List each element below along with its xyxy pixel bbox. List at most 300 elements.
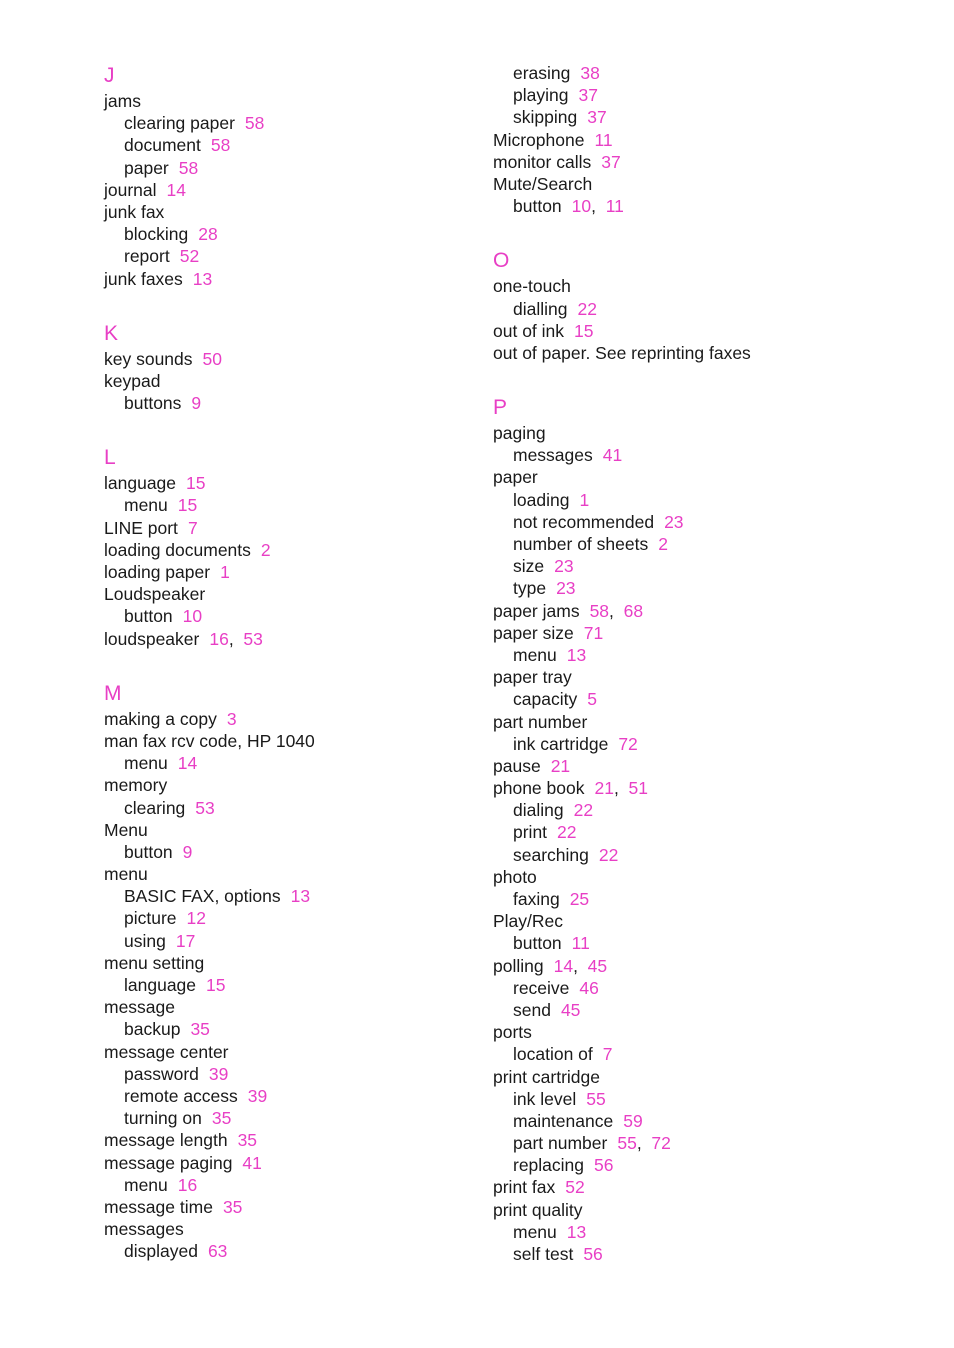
entry-label: menu <box>124 753 168 774</box>
page-link[interactable]: 22 <box>557 822 577 843</box>
entry-label: self test <box>513 1244 574 1264</box>
index-subentry-faxing <box>493 888 913 910</box>
group-spacer <box>104 290 524 320</box>
page-refs <box>664 512 683 532</box>
page-link[interactable]: 3 <box>226 708 237 729</box>
index-subentry-menu <box>104 1174 524 1196</box>
entry-label: print cartridge <box>493 1066 600 1087</box>
entry-label: menu <box>124 495 168 516</box>
entry-label: size <box>513 556 545 577</box>
page-refs <box>206 975 225 995</box>
page-link[interactable]: 52 <box>565 1177 585 1198</box>
index-entry-paging <box>493 422 913 444</box>
page-refs <box>594 130 612 150</box>
index-entry-part-number <box>493 711 913 733</box>
page-link[interactable]: 7 <box>602 1044 613 1065</box>
index-entry-message-length <box>104 1129 524 1151</box>
index-entry-key-sounds <box>104 348 524 370</box>
page-refs <box>574 321 593 341</box>
page-refs <box>261 540 271 560</box>
entry-label: message length <box>104 1130 228 1151</box>
entry-label: clearing <box>124 797 186 818</box>
index-entry-print-fax <box>493 1176 913 1198</box>
index-entry-memory <box>104 774 524 796</box>
page-link[interactable]: 55 <box>617 1133 637 1154</box>
index-subentry-menu <box>493 644 913 666</box>
entry-label: remote access <box>124 1085 238 1106</box>
index-subentry-replacing <box>493 1154 913 1176</box>
entry-label: ports <box>493 1022 532 1043</box>
entry-label: key sounds <box>104 348 193 369</box>
page-refs <box>572 933 590 953</box>
index-letter-heading: J <box>104 64 115 87</box>
page-separator: , <box>609 600 624 621</box>
page-link[interactable]: 10 <box>182 606 203 627</box>
index-entry-loudspeaker <box>104 628 524 650</box>
index-entry-menu <box>104 819 524 841</box>
entry-label: skipping <box>513 107 578 128</box>
index-letter-heading: M <box>104 681 122 705</box>
page-link[interactable]: 46 <box>579 977 599 998</box>
page-link[interactable]: 5 <box>587 689 597 710</box>
index-subentry-menu <box>104 494 524 516</box>
entry-label: Menu <box>104 819 148 840</box>
index-subentry-document <box>104 134 524 156</box>
index-subentry-skipping <box>493 106 913 128</box>
entry-label: picture <box>124 908 177 929</box>
index-subentry-receive <box>493 977 913 999</box>
entry-label: part number <box>513 1133 608 1154</box>
page-link[interactable]: 37 <box>601 151 621 172</box>
page-refs <box>223 1197 242 1217</box>
entry-label: message <box>104 997 176 1018</box>
group-spacer <box>493 364 913 394</box>
index-entry-loading-paper <box>104 561 524 583</box>
index-entry-message-center <box>104 1041 524 1063</box>
entry-label: button <box>124 841 173 862</box>
index-subentry-paper <box>104 157 524 179</box>
page-link[interactable]: 22 <box>598 844 619 865</box>
index-subentry-type <box>493 577 913 599</box>
page-link[interactable]: 10 <box>571 196 592 217</box>
page-refs <box>584 623 603 643</box>
index-subentry-button <box>493 932 913 954</box>
index-column-right <box>493 62 913 1265</box>
index-entry-junk-faxes <box>104 268 524 290</box>
page-link[interactable]: 21 <box>594 778 614 799</box>
page-refs <box>238 1130 257 1150</box>
entry-label: paging <box>493 423 546 444</box>
entry-label: man fax rcv code, HP 1040 <box>104 730 315 751</box>
page-link[interactable]: 2 <box>658 534 668 554</box>
page-link[interactable]: 68 <box>623 600 644 621</box>
index-subentry-not-recommended <box>493 511 913 533</box>
entry-label: paper <box>124 157 169 178</box>
page-refs <box>209 629 263 649</box>
entry-label: faxing <box>513 889 560 909</box>
page-link[interactable]: 22 <box>577 298 597 319</box>
page-link[interactable]: 59 <box>623 1110 643 1131</box>
page-refs <box>178 495 197 515</box>
index-subentry-basic-fax-options <box>104 885 524 907</box>
index-subentry-number-of-sheets <box>493 533 913 555</box>
page-link[interactable]: 72 <box>618 733 638 754</box>
entry-label: backup <box>124 1019 181 1040</box>
entry-label: turning on <box>124 1108 202 1129</box>
index-subentry-self-test <box>493 1243 913 1265</box>
page-link[interactable]: 72 <box>651 1133 671 1154</box>
page-link[interactable]: 14 <box>166 179 187 200</box>
page-link[interactable]: 25 <box>569 889 590 909</box>
index-subentry-report <box>104 245 524 267</box>
entry-label: Play/Rec <box>493 911 564 932</box>
index-subentry-maintenance <box>493 1110 913 1132</box>
entry-label: Microphone <box>493 129 585 150</box>
entry-label: using <box>124 930 166 951</box>
group-spacer <box>493 217 913 247</box>
page-link[interactable]: 58 <box>244 113 265 134</box>
entry-label: BASIC FAX, options <box>124 886 281 907</box>
page-refs <box>594 1155 613 1175</box>
page-link[interactable]: 15 <box>186 473 206 494</box>
page-link[interactable]: 11 <box>594 129 613 150</box>
page-refs <box>567 645 586 665</box>
entry-label: replacing <box>513 1155 585 1176</box>
page-link[interactable]: 39 <box>208 1063 229 1084</box>
page-link[interactable]: 21 <box>550 755 571 776</box>
entry-label: junk faxes <box>104 268 183 289</box>
entry-label: jams <box>104 91 141 111</box>
page-link[interactable]: 7 <box>187 517 198 538</box>
index-entry-messages <box>104 1218 524 1240</box>
index-letter-heading: O <box>493 249 510 273</box>
page-link[interactable]: 28 <box>198 224 218 245</box>
page-link[interactable]: 71 <box>583 622 604 643</box>
page-refs <box>594 778 648 798</box>
index-group-p <box>493 364 913 1265</box>
page-link[interactable]: 11 <box>605 196 624 217</box>
page-link[interactable]: 2 <box>260 539 271 560</box>
page-refs <box>554 956 608 976</box>
index-entry-message-paging <box>104 1152 524 1174</box>
page-refs <box>554 556 573 576</box>
page-refs <box>242 1153 261 1173</box>
page-link[interactable]: 50 <box>202 348 222 369</box>
entry-label: one-touch <box>493 276 571 297</box>
page-link[interactable]: 15 <box>574 320 594 341</box>
page-refs <box>583 1244 602 1264</box>
entry-label: message time <box>104 1196 213 1217</box>
entry-label: displayed <box>124 1241 198 1262</box>
entry-label: making a copy <box>104 708 217 729</box>
entry-label: LINE port <box>104 517 178 538</box>
entry-label: Loudspeaker <box>104 584 206 605</box>
page-link[interactable]: 23 <box>556 578 576 599</box>
index-subentry-blocking <box>104 223 524 245</box>
page-refs <box>227 709 237 729</box>
entry-label: button <box>513 933 562 954</box>
entry-label: password <box>124 1063 199 1084</box>
page-link[interactable]: 13 <box>566 1221 587 1242</box>
page-refs <box>180 246 199 266</box>
index-entry-out-of-paper-see-reprinting-faxes <box>493 342 913 364</box>
index-letter-heading: L <box>104 446 116 470</box>
page-link[interactable]: 9 <box>182 841 193 862</box>
page-refs <box>167 180 186 200</box>
page-refs <box>579 978 598 998</box>
index-subentry-part-number <box>493 1132 913 1154</box>
index-subentry-erasing <box>493 62 913 84</box>
page-separator: , <box>573 955 588 976</box>
page-refs <box>574 800 593 820</box>
page-link[interactable]: 23 <box>664 511 684 532</box>
index-entry-menu-setting <box>104 952 524 974</box>
index-group-k <box>104 290 524 415</box>
page-link[interactable]: 35 <box>190 1019 210 1040</box>
page-link[interactable]: 39 <box>247 1085 268 1106</box>
entry-label: blocking <box>124 224 189 245</box>
entry-label: playing <box>513 85 569 106</box>
entry-label: document <box>124 135 201 156</box>
index-subentry-button <box>104 605 524 627</box>
page-refs <box>618 734 637 754</box>
group-spacer <box>104 650 524 680</box>
index-entry-jams <box>104 90 524 112</box>
entry-label: keypad <box>104 370 161 391</box>
page-refs <box>209 1064 228 1084</box>
entry-label: clearing paper <box>124 113 235 134</box>
entry-label: photo <box>493 866 537 887</box>
index-entry-message <box>104 996 524 1018</box>
entry-label: ink level <box>513 1088 577 1109</box>
index-entry-pause <box>493 755 913 777</box>
index-subentry-language <box>104 974 524 996</box>
entry-label: Mute/Search <box>493 173 593 194</box>
page-link[interactable]: 35 <box>237 1130 258 1151</box>
page-refs <box>586 1089 605 1109</box>
page-link[interactable]: 9 <box>191 393 202 414</box>
page-link[interactable]: 15 <box>206 975 226 995</box>
page-link[interactable]: 37 <box>587 107 607 128</box>
index-subentry-menu <box>104 752 524 774</box>
index-entry-out-of-ink <box>493 320 913 342</box>
index-entry-mute-search <box>493 173 913 195</box>
index-entry-paper <box>493 466 913 488</box>
entry-label: location of <box>513 1044 593 1065</box>
page-refs <box>599 845 618 865</box>
entry-label: out of ink <box>493 320 565 341</box>
page-link[interactable]: 53 <box>195 797 215 818</box>
index-subentry-capacity <box>493 688 913 710</box>
index-entry-paper-size <box>493 622 913 644</box>
entry-label: part number <box>493 711 588 732</box>
page-link[interactable]: 55 <box>586 1088 606 1109</box>
page-link[interactable]: 1 <box>579 489 590 510</box>
index-group-o <box>493 217 913 364</box>
page-refs <box>186 473 205 493</box>
entry-label: paper jams <box>493 600 580 621</box>
page-refs <box>603 445 622 465</box>
entry-label: loudspeaker <box>104 628 200 649</box>
page-link[interactable]: 12 <box>186 908 206 929</box>
entry-label: send <box>513 999 551 1020</box>
page-refs <box>579 490 589 510</box>
page-link[interactable]: 56 <box>594 1155 614 1176</box>
entry-label: message paging <box>104 1152 233 1173</box>
page-separator: , <box>636 1133 652 1154</box>
entry-label: receive <box>513 977 570 998</box>
page-link[interactable]: 63 <box>207 1241 228 1262</box>
entry-label: out of paper. See reprinting faxes <box>493 342 751 363</box>
entry-label: monitor calls <box>493 151 592 172</box>
page-refs <box>191 393 201 413</box>
entry-label: print fax <box>493 1177 556 1198</box>
page-refs <box>572 196 624 216</box>
index-subentry-send <box>493 999 913 1021</box>
page-refs <box>176 931 195 951</box>
page-refs <box>203 349 222 369</box>
page-link[interactable]: 35 <box>222 1196 243 1217</box>
group-spacer <box>104 414 524 444</box>
page-link[interactable]: 45 <box>587 955 608 976</box>
entry-label: language <box>124 975 197 995</box>
index-subentry-clearing-paper <box>104 112 524 134</box>
entry-label: menu <box>513 1221 557 1242</box>
page-link[interactable]: 41 <box>242 1152 262 1173</box>
page-link[interactable]: 15 <box>177 495 198 516</box>
entry-label: memory <box>104 775 168 796</box>
index-entry-paper-tray <box>493 666 913 688</box>
page-refs <box>557 822 576 842</box>
index-subentry-button <box>493 195 913 217</box>
entry-label: loading paper <box>104 562 211 582</box>
entry-label: menu <box>104 864 148 885</box>
index-subentry-password <box>104 1063 524 1085</box>
index-subentry-buttons <box>104 392 524 414</box>
page-refs <box>567 1222 586 1242</box>
index-subentry-ink-level <box>493 1088 913 1110</box>
entry-label: button <box>124 606 173 627</box>
index-subentry-loading <box>493 489 913 511</box>
page-refs <box>190 1019 209 1039</box>
page-refs <box>578 85 597 105</box>
entry-label: journal <box>104 179 157 200</box>
index-entry-loudspeaker <box>104 583 524 605</box>
index-subentry-remote-access <box>104 1085 524 1107</box>
entry-label: print quality <box>493 1199 583 1220</box>
index-entry-microphone <box>493 129 913 151</box>
index-subentry-button <box>104 841 524 863</box>
entry-label: pause <box>493 755 541 776</box>
page-link[interactable]: 51 <box>628 778 649 799</box>
page-link[interactable]: 16 <box>209 628 229 649</box>
index-entry-language <box>104 472 524 494</box>
index-subentry-ink-cartridge <box>493 733 913 755</box>
page-refs <box>188 518 198 538</box>
index-subentry-turning-on <box>104 1107 524 1129</box>
index-subentry-menu <box>493 1221 913 1243</box>
page-link[interactable]: 58 <box>210 135 231 156</box>
page-link[interactable]: 1 <box>220 562 230 582</box>
index-entry-polling <box>493 955 913 977</box>
page-refs <box>212 1108 231 1128</box>
page-link[interactable]: 35 <box>211 1108 232 1129</box>
entry-label: not recommended <box>513 511 655 532</box>
page-separator: , <box>228 628 244 649</box>
page-refs <box>601 152 620 172</box>
page-link[interactable]: 13 <box>290 886 311 907</box>
index-entry-making-a-copy <box>104 708 524 730</box>
index-entry-one-touch <box>493 275 913 297</box>
entry-label: erasing <box>513 63 571 83</box>
page-link[interactable]: 56 <box>583 1244 603 1264</box>
index-entry-message-time <box>104 1196 524 1218</box>
index-group-j <box>104 62 524 290</box>
page-refs <box>195 798 214 818</box>
entry-label: dialling <box>513 298 568 319</box>
index-entry-loading-documents <box>104 539 524 561</box>
entry-label: message center <box>104 1041 229 1062</box>
entry-label: menu <box>124 1174 168 1195</box>
page-refs <box>220 562 230 582</box>
page-link[interactable]: 52 <box>179 246 200 267</box>
page-refs <box>193 269 212 289</box>
index-letter-heading: K <box>104 321 119 345</box>
page-refs <box>587 107 606 127</box>
page-link[interactable]: 38 <box>580 63 600 83</box>
entry-label: type <box>513 578 547 599</box>
page-link[interactable]: 23 <box>554 556 574 577</box>
index-entry-line-port <box>104 517 524 539</box>
page-link[interactable]: 11 <box>571 933 590 954</box>
entry-label: paper tray <box>493 667 572 688</box>
page-refs <box>565 1177 584 1197</box>
page-refs <box>623 1111 642 1131</box>
page-refs <box>570 889 589 909</box>
entry-label: button <box>513 196 562 217</box>
page-refs <box>248 1086 267 1106</box>
index-subentry-location-of <box>493 1043 913 1065</box>
page-link[interactable]: 22 <box>573 800 594 821</box>
page-link[interactable]: 16 <box>177 1174 198 1195</box>
entry-label: language <box>104 473 177 494</box>
entry-label: messages <box>513 445 593 466</box>
entry-label: paper size <box>493 622 574 643</box>
page-link[interactable]: 14 <box>177 753 198 774</box>
page-link[interactable]: 13 <box>566 644 587 665</box>
index-entry-journal <box>104 179 524 201</box>
page-refs <box>590 601 644 621</box>
entry-label: messages <box>104 1219 184 1240</box>
index-subentry-searching <box>493 844 913 866</box>
entry-label: buttons <box>124 393 182 414</box>
page-link[interactable]: 45 <box>560 999 581 1020</box>
index-group-l <box>104 414 524 650</box>
page-link[interactable]: 58 <box>589 600 610 621</box>
page-link[interactable]: 53 <box>243 628 263 649</box>
page-refs <box>617 1133 671 1153</box>
page-link[interactable]: 13 <box>192 268 213 289</box>
page-refs <box>561 1000 580 1020</box>
page-link[interactable]: 37 <box>578 85 598 106</box>
page-link[interactable]: 41 <box>602 445 623 466</box>
page-link[interactable]: 58 <box>178 157 199 178</box>
page-link[interactable]: 14 <box>553 955 574 976</box>
page-refs <box>178 1175 197 1195</box>
page-refs <box>603 1044 613 1064</box>
index-subentry-clearing <box>104 797 524 819</box>
page-link[interactable]: 17 <box>175 930 196 951</box>
